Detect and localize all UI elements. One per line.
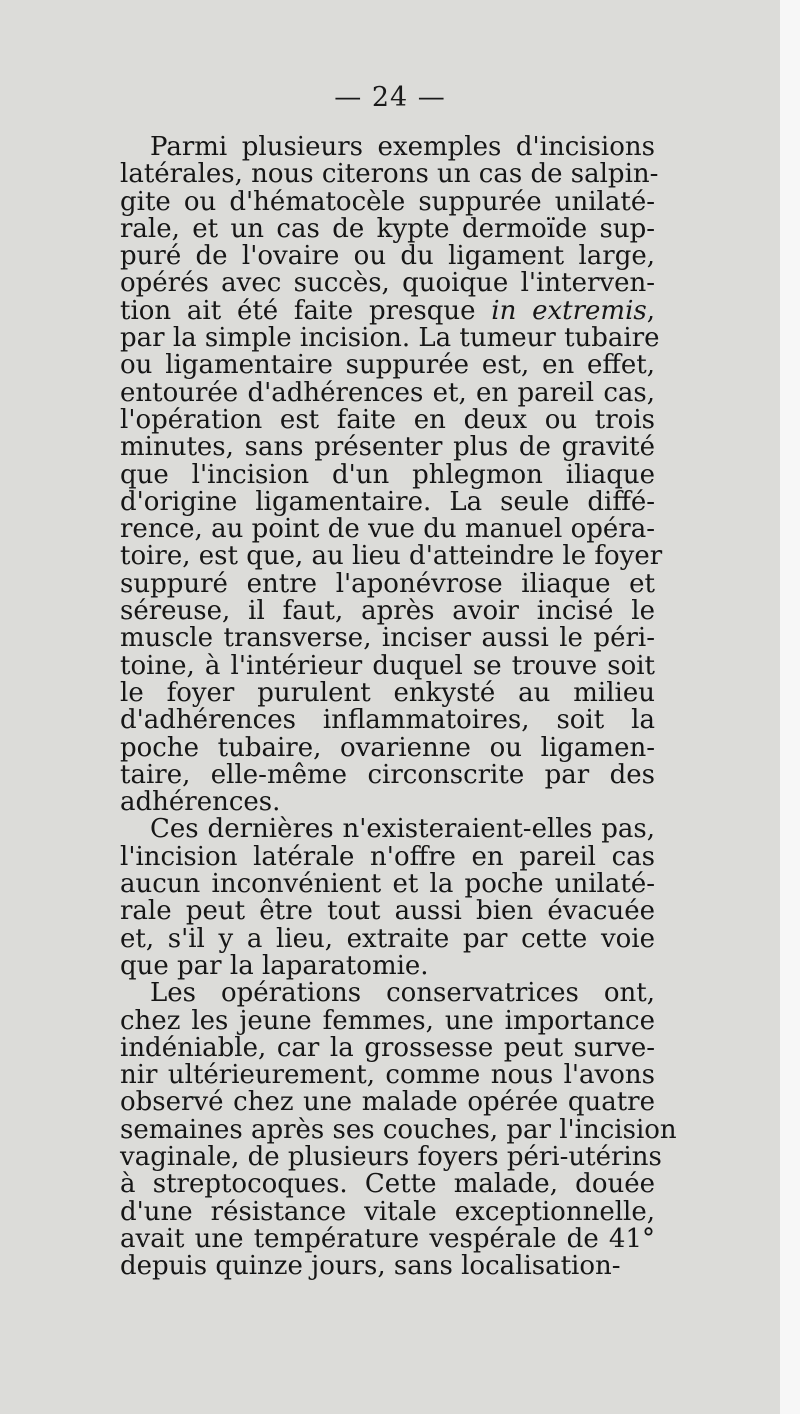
- text-line: rale, et un cas de kypte dermoïde sup-: [120, 213, 655, 244]
- text-line: semaines après ses couches, par l'incision: [120, 1114, 677, 1145]
- text-line: Ces dernières n'existeraient-elles pas,: [150, 814, 655, 845]
- text-line: ou ligamentaire suppurée est, en effet,: [120, 350, 655, 381]
- text-line: poche tubaire, ovarienne ou ligamen-: [120, 732, 655, 763]
- text-line: gite ou d'hématocèle suppurée unilaté-: [120, 186, 655, 217]
- text-line: à streptocoques. Cette malade, douée: [120, 1169, 655, 1200]
- text-line: toine, à l'intérieur duquel se trouve soit: [120, 650, 655, 681]
- text-line: d'une résistance vitale exceptionnelle,: [120, 1196, 655, 1227]
- text-line: Les opérations conservatrices ont,: [150, 978, 655, 1009]
- text-line: indéniable, car la grossesse peut surve-: [120, 1032, 655, 1063]
- text-line: que par la laparatomie.: [120, 950, 429, 981]
- text-line: que l'incision d'un phlegmon iliaque: [120, 459, 655, 490]
- text-line: rence, au point de vue du manuel opéra-: [120, 514, 655, 545]
- text-line: d'origine ligamentaire. La seule diffé-: [120, 486, 655, 517]
- text-line: Parmi plusieurs exemples d'incisions: [150, 132, 655, 162]
- text-line: nir ultérieurement, comme nous l'avons: [120, 1060, 655, 1091]
- page-number: — 24 —: [334, 82, 446, 113]
- text-line: puré de l'ovaire ou du ligament large,: [120, 241, 655, 272]
- text-line: taire, elle-même circonscrite par des: [120, 759, 655, 790]
- text-line: le foyer purulent enkysté au milieu: [120, 677, 655, 708]
- text-line: l'opération est faite en deux ou trois: [120, 404, 655, 435]
- text-line: suppuré entre l'aponévrose iliaque et: [120, 568, 655, 599]
- text-line: entourée d'adhérences et, en pareil cas,: [120, 377, 655, 408]
- text-line: opérés avec succès, quoique l'interven-: [120, 268, 655, 299]
- text-line: adhérences.: [120, 787, 281, 818]
- text-line: vaginale, de plusieurs foyers péri-utérins: [120, 1141, 662, 1172]
- text-line: latérales, nous citerons un cas de salpin-: [120, 159, 659, 190]
- text-line: tion ait été faite presque in extremis,: [120, 295, 656, 326]
- text-line: chez les jeune femmes, une importance: [120, 1005, 655, 1036]
- body-text: [120, 132, 677, 1282]
- page-margin: [780, 0, 800, 1414]
- text-line: muscle transverse, inciser aussi le péri-: [120, 623, 655, 654]
- text-line: rale peut être tout aussi bien évacuée: [120, 896, 655, 927]
- text-line: et, s'il y a lieu, extraite par cette voie: [120, 923, 655, 954]
- text-line: toire, est que, au lieu d'atteindre le foyer: [120, 541, 663, 572]
- text-line: depuis quinze jours, sans localisation-: [120, 1251, 621, 1282]
- text-line: minutes, sans présenter plus de gravité: [120, 432, 655, 463]
- text-line: aucun inconvénient et la poche unilaté-: [120, 869, 655, 900]
- text-line: avait une température vespérale de 41°: [120, 1223, 655, 1254]
- text-line: l'incision latérale n'offre en pareil cas: [120, 841, 655, 872]
- text-line: d'adhérences inflammatoires, soit la: [120, 705, 655, 736]
- text-line: par la simple incision. La tumeur tubaire: [120, 323, 660, 354]
- text-line: observé chez une malade opérée quatre: [120, 1087, 655, 1118]
- text-line: séreuse, il faut, après avoir incisé le: [120, 596, 655, 627]
